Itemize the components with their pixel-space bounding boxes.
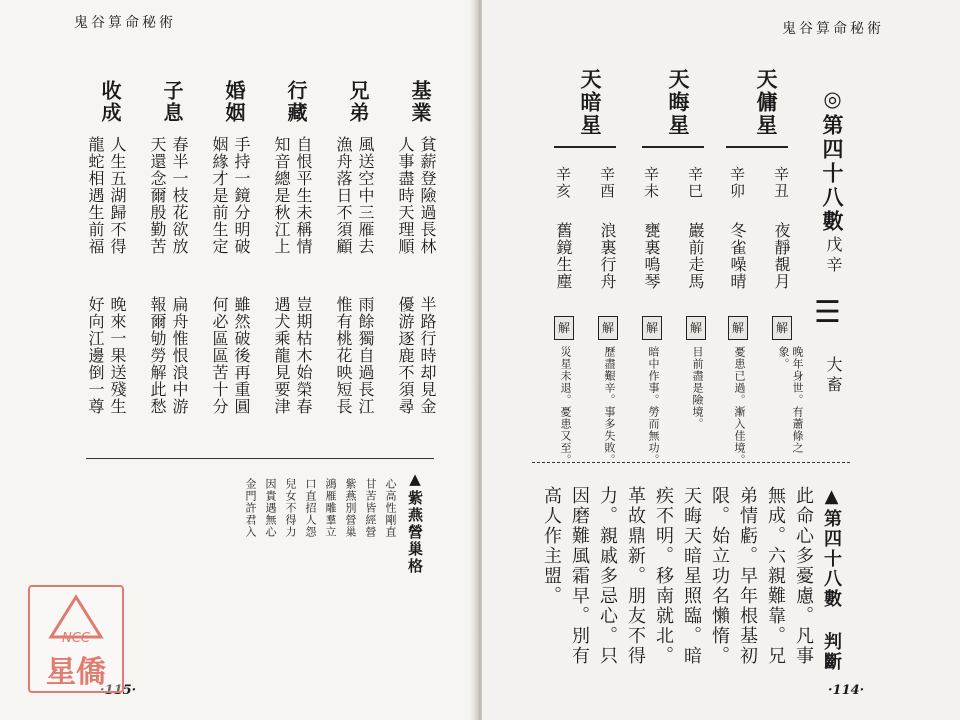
stem: 戊辛 — [824, 236, 843, 276]
note-line: 心高性剛直 — [384, 478, 397, 538]
verse-line: 春半一枝花欲放 — [170, 136, 189, 255]
verse-line: 晚來一果送殘生 — [108, 296, 127, 415]
verse-line: 龍蛇相遇生前福 — [86, 136, 105, 255]
verse-line: 何必區區苦十分 — [210, 296, 229, 415]
explanation: 災星未退。憂患又至。 — [559, 346, 572, 466]
note-line: 鴻雁雕羣立 — [324, 478, 337, 538]
verse-line: 知音總是秋江上 — [272, 136, 291, 255]
verse-line: 報爾劬勞解此愁 — [148, 296, 167, 415]
column-title: 婚姻 — [222, 80, 246, 124]
explanation: 目前盡是險境。 — [691, 346, 704, 430]
hexagram-symbol: ☰ — [814, 295, 841, 330]
jie-label: 解 — [642, 316, 662, 340]
branch: 辛卯 — [728, 166, 746, 200]
divider — [532, 462, 850, 463]
jie-label: 解 — [772, 316, 792, 340]
note-line: 甘苦皆經營 — [364, 478, 377, 538]
stamp-latin: NCC — [62, 631, 90, 646]
divider — [86, 458, 434, 459]
poem: 舊鏡生塵 — [554, 222, 573, 290]
judgment-line: 力。親戚多忌心。只 — [597, 486, 618, 666]
left-header: 鬼谷算命秘術 — [74, 15, 176, 31]
verse-line: 好向江邊倒一尊 — [86, 296, 105, 415]
ncc-stamp-logo — [28, 585, 124, 693]
right-page — [482, 0, 960, 720]
judgment-title: ▲第四十八數 判斷 — [821, 486, 842, 672]
column-title: 收成 — [98, 80, 122, 124]
column-子息 — [132, 80, 188, 460]
branch: 辛丑 — [772, 166, 790, 200]
note-line: 紫燕別營巢 — [344, 478, 357, 538]
column-title: 基業 — [408, 80, 432, 124]
verse-line: 天還念爾殷勤苦 — [148, 136, 167, 255]
note-title: ▲紫燕營巢格 — [406, 470, 424, 575]
note-line: 因貴遇無心 — [264, 478, 277, 538]
poem: 巖前走馬 — [686, 222, 705, 290]
verse-line: 風送空中三雁去 — [356, 136, 375, 255]
judgment-line: 天晦天暗星照臨。暗 — [681, 486, 702, 666]
branch: 辛酉 — [598, 166, 616, 200]
judgment-line: 弟情虧。早年根基初 — [737, 486, 758, 666]
verse-line: 扁舟惟恨浪中游 — [170, 296, 189, 415]
jie-label: 解 — [598, 316, 618, 340]
poem: 浪裏行舟 — [598, 222, 617, 290]
column-title: 兄弟 — [346, 80, 370, 124]
verse-line: 雨餘獨自過長江 — [356, 296, 375, 415]
judgment-line: 此命心多憂慮。凡事 — [793, 486, 814, 666]
note-line: 口直招人怨 — [304, 478, 317, 538]
right-header: 鬼谷算命秘術 — [782, 21, 884, 37]
judgment-line: 因磨難風霜早。別有 — [569, 486, 590, 666]
left-page — [0, 0, 478, 720]
verse-line: 半路行時却見金 — [418, 296, 437, 415]
jie-label: 解 — [554, 316, 574, 340]
star-name: 天傭星 — [754, 68, 779, 137]
explanation: 暗中作事。勞而無功。 — [647, 346, 660, 466]
judgment-line: 革故鼎新。朋友不得 — [625, 486, 646, 666]
column-title: 子息 — [160, 80, 184, 124]
explanation: 晚年身世。有蕭條之象。 — [777, 346, 804, 454]
judgment-line: 限。始立功名懶惰。 — [709, 486, 730, 666]
column-行藏 — [256, 80, 312, 460]
hexagram-name: 大畜 — [824, 356, 843, 396]
stamp-chinese: 星僑 — [46, 655, 106, 690]
brace — [642, 146, 704, 158]
poem: 冬雀噪晴 — [728, 222, 747, 290]
explanation: 憂患已過。漸入佳境。 — [733, 346, 746, 466]
explanation: 歷盡艱辛。事多失敗。 — [603, 346, 616, 466]
number-title: ◎第四十八數 — [820, 86, 845, 234]
verse-line: 遇犬乘龍見要津 — [272, 296, 291, 415]
column-基業 — [380, 80, 436, 460]
verse-line: 人生五湖歸不得 — [108, 136, 127, 255]
branch: 辛未 — [642, 166, 660, 200]
column-收成 — [70, 80, 126, 460]
poem: 甕裏鳴琴 — [642, 222, 661, 290]
judgment-line: 疾不明。移南就北。 — [653, 486, 674, 666]
branch: 辛亥 — [554, 166, 572, 200]
jie-label: 解 — [686, 316, 706, 340]
verse-line: 人事盡時天理順 — [396, 136, 415, 255]
verse-line: 漁舟落日不須顧 — [334, 136, 353, 255]
page-number: ·114· — [828, 683, 865, 698]
verse-line: 自恨平生未稱情 — [294, 136, 313, 255]
note-line: 兒女不得力 — [284, 478, 297, 538]
column-兄弟 — [318, 80, 374, 460]
star-name: 天晦星 — [666, 68, 691, 137]
judgment-line: 無成。六親難靠。兄 — [765, 486, 786, 666]
jie-label: 解 — [728, 316, 748, 340]
branch: 辛巳 — [686, 166, 704, 200]
column-title: 行藏 — [284, 80, 308, 124]
column-婚姻 — [194, 80, 250, 460]
verse-line: 惟有桃花映短長 — [334, 296, 353, 415]
star-name: 天暗星 — [578, 68, 603, 137]
verse-line: 貧薪登險過長林 — [418, 136, 437, 255]
brace — [726, 146, 788, 158]
verse-line: 雖然破後再重圓 — [232, 296, 251, 415]
judgment-line: 高人作主盟。 — [541, 486, 562, 606]
note-line: 金門許君入 — [244, 478, 257, 538]
verse-line: 優游逐鹿不須尋 — [396, 296, 415, 415]
verse-line: 姻緣才是前生定 — [210, 136, 229, 255]
brace — [554, 146, 616, 158]
verse-line: 豈期枯木始榮春 — [294, 296, 313, 415]
verse-line: 手持一鏡分明破 — [232, 136, 251, 255]
poem: 夜靜覩月 — [772, 222, 791, 290]
page-number: ·115· — [100, 683, 137, 698]
